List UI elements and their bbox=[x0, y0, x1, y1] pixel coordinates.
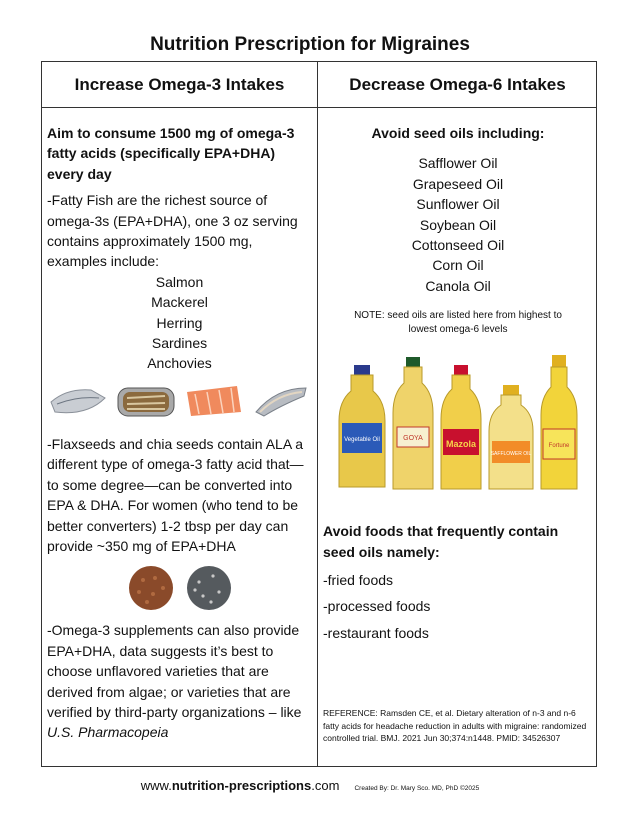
chia-seeds-image bbox=[183, 564, 235, 612]
fish-list bbox=[47, 272, 312, 374]
fish-item: Mackerel bbox=[151, 294, 208, 311]
fortune-oil-bottle bbox=[539, 353, 579, 491]
usp-name: U.S. Pharmacopeia bbox=[47, 724, 169, 741]
goya-oil-bottle bbox=[391, 355, 435, 491]
oil-bottles-image bbox=[323, 353, 593, 491]
vegetable-oil-bottle bbox=[337, 361, 387, 491]
food-item: -fried foods bbox=[323, 572, 394, 589]
bottle-label: SAFFLOWER OIL bbox=[490, 451, 532, 458]
salmon-fillet-image bbox=[183, 382, 245, 420]
oil-item: Corn Oil bbox=[432, 257, 484, 274]
fish-description: -Fatty Fish are the richest source of omega-3s (EPA+DHA), one 3 oz serving contains approximately 1500 mg, examples include: bbox=[47, 192, 298, 270]
left-column bbox=[47, 108, 312, 743]
website-link[interactable]: www.nutrition-prescriptions.com bbox=[140, 778, 340, 793]
oil-item: Safflower Oil bbox=[418, 155, 498, 172]
fish-images bbox=[47, 382, 312, 420]
bottle-label: GOYA bbox=[403, 435, 423, 443]
bottle-label: Fortune bbox=[548, 443, 570, 450]
fish-item: Sardines bbox=[151, 335, 208, 352]
mazola-oil-bottle bbox=[439, 363, 483, 491]
safflower-oil-bottle bbox=[487, 383, 535, 491]
flaxseeds-image bbox=[125, 564, 177, 612]
seed-oil-list bbox=[323, 153, 593, 296]
oil-item: Sunflower Oil bbox=[416, 196, 500, 213]
column-divider bbox=[317, 62, 318, 766]
herring-fillet-image bbox=[250, 382, 312, 420]
fish-item: Anchovies bbox=[147, 355, 212, 372]
supplements-description: -Omega-3 supplements can also provide EPA+DHA, data suggests it’s best to choose unflavored varieties that are derived from algae; or varieties that are verified by third-party organizations – like U.S. Pharmacopeia bbox=[47, 622, 302, 741]
seed-images bbox=[47, 564, 312, 612]
oil-item: Canola Oil bbox=[425, 277, 491, 294]
oil-item: Cottonseed Oil bbox=[411, 237, 505, 254]
right-column bbox=[323, 108, 593, 745]
sardine-tin-image bbox=[115, 382, 177, 420]
reference-citation: REFERENCE: Ramsden CE, et al. Dietary alteration of n-3 and n-6 fatty acids for headache reduction in adults with migraine: randomized controlled trial. BMJ. 2021 Jun 30;374:n1448. PMID: 34526307 bbox=[323, 708, 587, 744]
page-title: Nutrition Prescription for Migraines bbox=[150, 34, 470, 55]
mackerel-fillet-image bbox=[47, 382, 109, 420]
footer bbox=[0, 778, 620, 793]
bottle-label: Vegetable Oil bbox=[344, 437, 380, 444]
avoid-foods-heading: Avoid foods that frequently contain seed oils namely: bbox=[323, 523, 559, 560]
bottle-label: Mazola bbox=[445, 439, 477, 450]
fish-item: Herring bbox=[156, 314, 203, 331]
food-item: -processed foods bbox=[323, 598, 431, 615]
fish-item: Salmon bbox=[155, 273, 204, 290]
author-credit: Created By: Dr. Mary Sco. MD, PhD ©2025 bbox=[354, 785, 480, 792]
omega3-aim: Aim to consume 1500 mg of omega-3 fatty acids (specifically EPA+DHA) every day bbox=[47, 125, 295, 182]
food-item: -restaurant foods bbox=[323, 624, 429, 641]
avoid-oils-heading: Avoid seed oils including: bbox=[371, 125, 545, 141]
seeds-description: -Flaxseeds and chia seeds contain ALA a different type of omega-3 fatty acid that—to some degree—can be converted into EPA & DHA. For women (who tend to be better converters) 1-2 tbsp per day can provide ~350 mg of EPA+DHA bbox=[47, 435, 304, 554]
right-column-header: Decrease Omega-6 Intakes bbox=[349, 75, 566, 94]
oil-item: Grapeseed Oil bbox=[412, 175, 504, 192]
left-column-header: Increase Omega-3 Intakes bbox=[74, 75, 285, 94]
prescription-table bbox=[41, 61, 597, 767]
oil-order-note: NOTE: seed oils are listed here from highest to lowest omega-6 levels bbox=[354, 310, 562, 336]
oil-item: Soybean Oil bbox=[419, 216, 497, 233]
